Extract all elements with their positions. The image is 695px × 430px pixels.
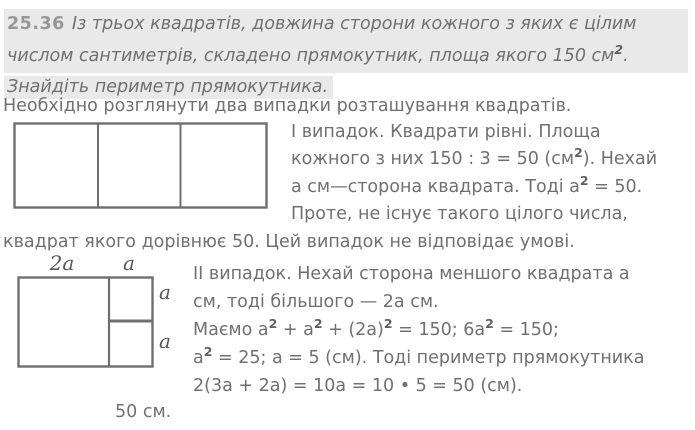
statement-text-1: Із трьох квадратів, довжина сторони кожного з яких є цілим bbox=[71, 14, 637, 34]
case2-block bbox=[193, 260, 644, 400]
case2-line-4: $а^2 = 25$; а = 5 (см). Тоді периметр прямокутника bbox=[193, 344, 645, 368]
label-a-side-lower: a bbox=[159, 329, 171, 353]
statement-line-1 bbox=[4, 9, 688, 41]
statement-text-2: числом сантиметрів, складено прямокутник, площа якого 150 $см^2$. bbox=[7, 42, 629, 66]
case1-line-4: Проте, не існує такого цілого числа, bbox=[291, 204, 628, 225]
case1-line-3: а см—сторона квадрата. Тоді $а^2 = 50$. bbox=[291, 172, 643, 197]
diagram-three-equal-squares bbox=[12, 121, 270, 211]
statement-text-3: Знайдіть периметр прямокутника. bbox=[7, 77, 329, 97]
diagram-big-and-small-squares bbox=[16, 275, 156, 369]
intro-line: Необхідно розглянути два випадки розташування квадратів. bbox=[3, 96, 572, 116]
case2-line-5: 2(3а + 2а) = 10а = 10 • 5 = 50 (см). bbox=[193, 376, 523, 396]
highlight-band bbox=[4, 9, 688, 41]
label-2a: 2a bbox=[49, 251, 75, 275]
answer-text: 50 см. bbox=[115, 402, 172, 422]
case2-line-3: Маємо $а^2 + а^2 + (2а)^2 = 150$; $6а^2 = 150$; bbox=[193, 316, 559, 340]
problem-number: 25.36 bbox=[7, 14, 65, 34]
case1-line-5: квадрат якого дорівнює 50. Цей випадок не відповідає умові. bbox=[3, 232, 575, 252]
case1-block bbox=[291, 119, 657, 229]
rectangle-outline bbox=[15, 124, 267, 208]
case1-line-2: кожного з них 150 : 3 = 50 $(см^2)$. Нехай bbox=[291, 145, 658, 170]
highlight-band bbox=[4, 41, 688, 73]
case1-line-1: І випадок. Квадрати рівні. Площа bbox=[291, 122, 601, 142]
case2-line-2: см, тоді більшого — 2а см. bbox=[193, 292, 439, 312]
statement-line-2 bbox=[4, 41, 688, 73]
label-a-side-upper: a bbox=[159, 280, 171, 304]
case2-line-1: ІІ випадок. Нехай сторона меншого квадрата а bbox=[193, 264, 630, 284]
label-a-top: a bbox=[123, 251, 135, 275]
problem-statement bbox=[4, 9, 688, 102]
